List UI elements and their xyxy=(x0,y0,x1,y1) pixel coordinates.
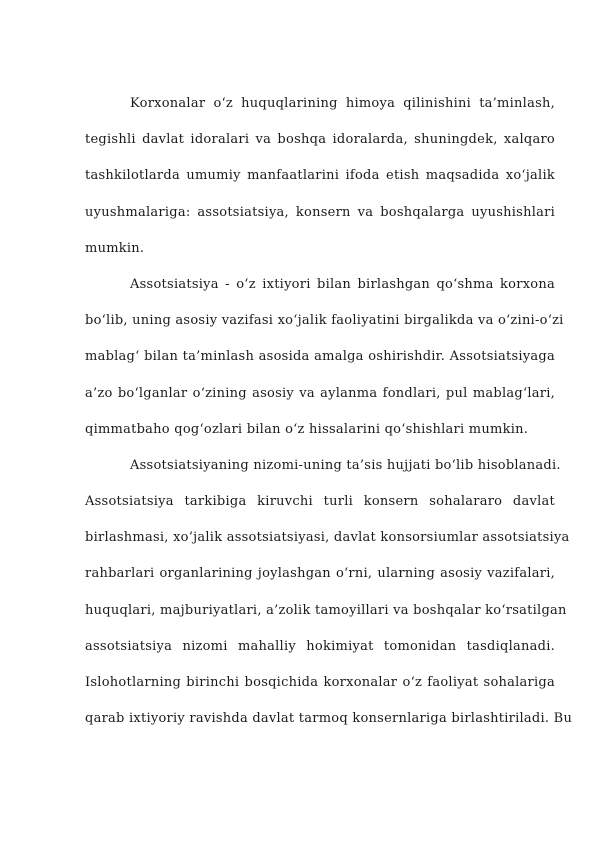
text-line: Assotsiatsiyaning nizomi-uning ta’sis hujjati bo‘lib hisoblanadi. xyxy=(130,457,561,473)
document-page xyxy=(85,86,573,737)
text-line: qimmatbaho qog‘ozlari bilan o‘z hissalarini qo‘shishlari mumkin. xyxy=(85,421,529,437)
text-line: a’zo bo‘lganlar o‘zining asosiy va aylanma fondlari, pul mablag‘lari, xyxy=(85,385,555,401)
text-line: bo‘lib, uning asosiy vazifasi xo‘jalik faoliyatini birgalikda va o‘zini-o‘zi xyxy=(85,313,564,329)
text-line: rahbarlari organlarining joylashgan o‘rni, ularning asosiy vazifalari, xyxy=(85,566,555,582)
text-line: assotsiatsiya nizomi mahalliy hokimiyat tomonidan tasdiqlanadi. xyxy=(85,638,555,654)
paragraph-association-charter xyxy=(85,448,573,738)
text-line: uyushmalariga: assotsiatsiya, konsern va boshqalarga uyushishlari xyxy=(85,204,555,220)
text-line: Islohotlarning birinchi bosqichida korxonalar o‘z faoliyat sohalariga xyxy=(85,675,555,690)
text-line: huquqlari, majburiyatlari, a’zolik tamoyillari va boshqalar ko‘rsatilgan xyxy=(85,602,567,618)
text-line: Korxonalar o‘z huquqlarining himoya qilinishini ta’minlash, xyxy=(130,96,555,111)
text-line: Assotsiatsiya tarkibiga kiruvchi turli konsern sohalararo davlat xyxy=(85,494,555,510)
text-line: tegishli davlat idoralari va boshqa idoralarda, shuningdek, xalqaro xyxy=(85,132,555,148)
text-line: qarab ixtiyoriy ravishda davlat tarmoq konsernlariga birlashtiriladi. Bu xyxy=(85,711,573,727)
text-line: Assotsiatsiya - o‘z ixtiyori bilan birlashgan qo‘shma korxona xyxy=(130,276,555,292)
text-line: mumkin. xyxy=(85,240,145,256)
text-line: mablag‘ bilan ta’minlash asosida amalga oshirishdir. Assotsiatsiyaga xyxy=(85,349,555,365)
paragraph-association-definition xyxy=(85,267,564,448)
text-line: tashkilotlarda umumiy manfaatlarini ifoda etish maqsadida xo‘jalik xyxy=(85,168,555,184)
text-line: birlashmasi, xo‘jalik assotsiatsiyasi, davlat konsorsiumlar assotsiatsiya xyxy=(85,530,570,546)
paragraph-associations-intro xyxy=(85,86,555,267)
